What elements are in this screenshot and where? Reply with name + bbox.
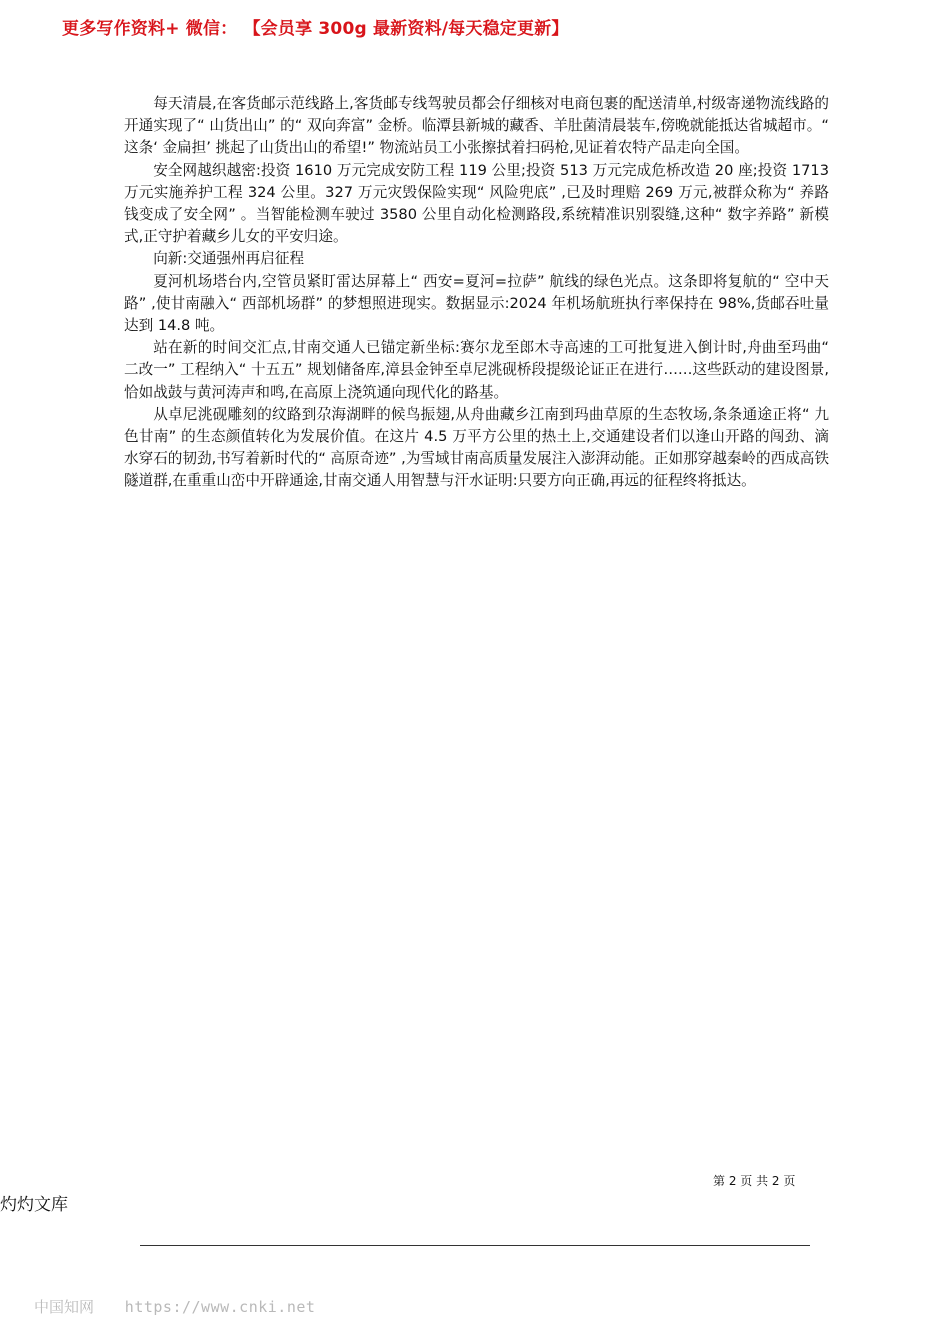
paragraph-airport: 夏河机场塔台内,空管员紧盯雷达屏幕上“ 西安=夏河=拉萨” 航线的绿色光点。这条即将复航的“ 空中天路” ,使甘南融入“ 西部机场群” 的梦想照进现实。数据显示:2024 年机场航班执行率保持在 98%,货邮吞吐量达到 14.8 吨。	[124, 272, 829, 335]
article-body	[124, 93, 829, 493]
cnki-watermark	[34, 1296, 315, 1317]
paragraph-new-coordinates: 站在新的时间交汇点,甘南交通人已锚定新坐标:赛尔龙至郎木寺高速的工可批复进入倒计时,舟曲至玛曲“ 二改一” 工程纳入“ 十五五” 规划储备库,漳县金钟至卓尼洮砚桥段提级论证正在进行……这些跃动的建设图景,恰如战鼓与黄河涛声和鸣,在高原上浇筑通向现代化的路基。	[124, 339, 829, 401]
paragraph-conclusion: 从卓尼洮砚雕刻的纹路到尕海湖畔的候鸟振翅,从舟曲藏乡江南到玛曲草原的生态牧场,条条通途正将“ 九色甘南” 的生态颜值转化为发展价值。在这片 4.5 万平方公里的热土上,交通建设者们以逢山开路的闯劲、滴水穿石的韧劲,书写着新时代的“ 高原奇迹” ,为雪域甘南高质量发展注入澎湃动能。正如那穿越秦岭的西成高铁隧道群,在重重山峦中开辟通途,甘南交通人用智慧与汗水证明:只要方向正确,再远的征程终将抵达。	[124, 405, 829, 490]
page-number: 第 2 页 共 2 页	[713, 1174, 796, 1188]
library-name: 灼灼文库	[0, 1195, 68, 1215]
paragraph-logistics: 每天清晨,在客货邮示范线路上,客货邮专线驾驶员都会仔细核对电商包裹的配送清单,村级寄递物流线路的开通实现了“ 山货出山” 的“ 双向奔富” 金桥。临潭县新城的藏香、羊肚菌清晨装车,傍晚就能抵达省城超市。“ 这条‘ 金扁担’ 挑起了山货出山的希望!” 物流站员工小张擦拭着扫码枪,见证着农特产品走向全国。	[124, 95, 829, 157]
paragraph-safety-network: 安全网越织越密:投资 1610 万元完成安防工程 119 公里;投资 513 万元完成危桥改造 20 座;投资 1713 万元实施养护工程 324 公里。327 万元灾毁保险实现“ 风险兜底” ,已及时理赔 269 万元,被群众称为“ 养路钱变成了安全网” 。当智能检测车驶过 3580 公里自动化检测路段,系统精准识别裂缝,这种“ 数字养路” 新模式,正守护着藏乡儿女的平安归途。	[124, 161, 829, 246]
watermark-url: https://www.cnki.net	[124, 1298, 316, 1316]
watermark-site-name: 中国知网	[34, 1298, 95, 1316]
footer-divider	[140, 1245, 810, 1246]
section-heading: 向新:交通强州再启征程	[153, 250, 305, 268]
promo-banner: 更多写作资料+ 微信： 【会员享 300g 最新资料/每天稳定更新】	[62, 19, 569, 39]
